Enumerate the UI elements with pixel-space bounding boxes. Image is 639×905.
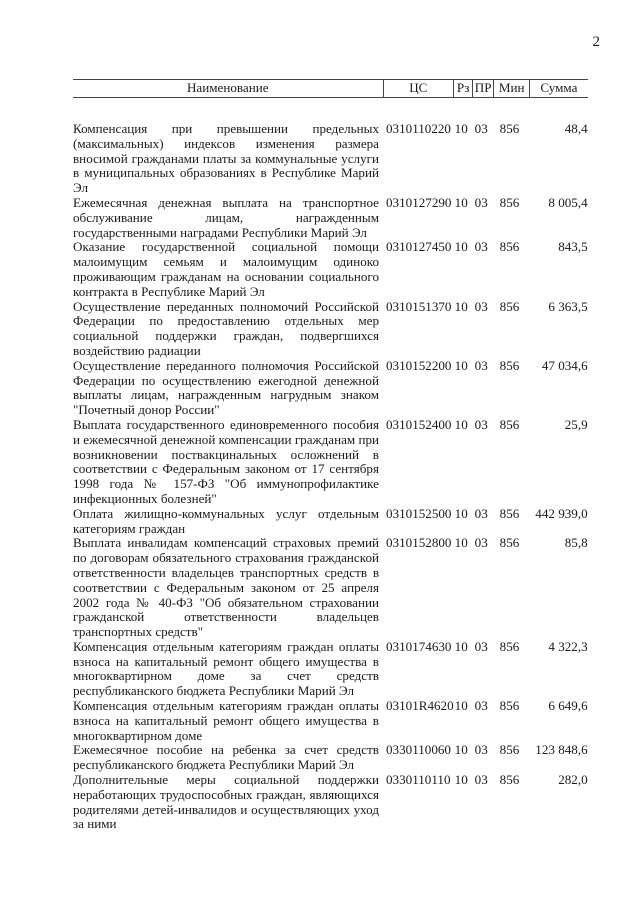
row-sum: 25,9: [564, 416, 588, 432]
row-cs: 0310152500: [386, 505, 452, 521]
row-sum: 8 005,4: [548, 194, 588, 210]
table-row: [73, 640, 588, 699]
row-min: 856: [499, 298, 520, 314]
table-row: [73, 300, 588, 359]
row-sum: 123 848,6: [535, 742, 588, 758]
header-pr: ПР: [473, 80, 494, 98]
table-row: [73, 240, 588, 299]
row-min: 856: [499, 416, 520, 432]
row-name: Выплата инвалидам компенсаций страховых премий по договорам обязательного страхования гражданской ответственности владельцев транспортных средств в соответствии с Федеральным законом от 25 апреля 2002 года № 40-ФЗ "Об обязательном страховании гражданской ответственности владельцев транспортных средств": [73, 535, 379, 640]
row-rz: 10: [454, 638, 468, 654]
table-row: [73, 507, 588, 537]
row-rz: 10: [454, 298, 468, 314]
row-sum: 47 034,6: [541, 357, 588, 373]
row-cs: 0310151370: [386, 298, 452, 314]
row-name: Выплата государственного единовременного пособия и ежемесячной денежной компенсации гражданам при возникновении поствакцинальных осложнений в соответствии с Федеральным законом от 17 сентября 1998 года № 157-ФЗ "Об иммунопрофилактике инфекционных болезней": [73, 416, 380, 506]
row-sum: 442 939,0: [535, 505, 588, 521]
row-sum: 282,0: [558, 772, 588, 788]
row-name: Оказание государственной социальной помощи малоимущим семьям и малоимущим одиноко проживающим гражданам на основании социального контракта в Республике Марий Эл: [73, 239, 379, 299]
row-cs: 0330110060: [386, 742, 451, 758]
row-pr: 03: [474, 505, 488, 521]
row-cs: 0310152200: [386, 357, 452, 373]
row-pr: 03: [474, 742, 488, 758]
row-min: 856: [499, 505, 520, 521]
header-cs: ЦС: [383, 80, 454, 98]
row-min: 856: [499, 772, 520, 788]
row-cs: 03101R4620: [386, 698, 454, 714]
table-row: [73, 773, 588, 832]
row-name: Дополнительные меры социальной поддержки неработающих трудоспособных граждан, являющихся родителями детей-инвалидов и осуществляющих уход за ними: [73, 772, 379, 832]
row-min: 856: [499, 239, 520, 255]
row-min: 856: [499, 742, 520, 758]
row-cs: 0310127290: [386, 194, 452, 210]
row-sum: 6 363,5: [548, 298, 588, 314]
table-row: [73, 418, 588, 507]
row-pr: 03: [474, 698, 488, 714]
row-name: Осуществление переданного полномочия Российской Федерации по осуществлению ежегодной денежной выплаты лицам, награжденным нагрудным знаком "Почетный донор России": [73, 357, 379, 418]
row-cs: 0310152400: [386, 416, 452, 432]
row-min: 856: [499, 357, 520, 373]
row-pr: 03: [474, 298, 488, 314]
row-pr: 03: [474, 535, 488, 551]
row-cs: 0310110220: [386, 121, 451, 136]
row-cs: 0310152800: [386, 535, 452, 551]
row-name: Компенсация отдельным категориям граждан оплаты взноса на капитальный ремонт общего имущества в многоквартирном доме: [73, 698, 379, 743]
row-pr: 03: [474, 416, 488, 432]
table-row: [73, 699, 588, 743]
row-sum: 843,5: [558, 239, 588, 255]
header-sum: Сумма: [530, 80, 588, 98]
row-rz: 10: [454, 121, 468, 136]
row-pr: 03: [474, 638, 488, 654]
row-min: 856: [499, 698, 520, 714]
row-rz: 10: [454, 742, 468, 758]
row-cs: 0310174630: [386, 638, 452, 654]
row-sum: 48,4: [564, 121, 588, 136]
row-name: Оплата жилищно-коммунальных услуг отдельным категориям граждан: [73, 505, 379, 536]
row-name: Ежемесячное пособие на ребенка за счет средств республиканского бюджета Республики Марий Эл: [73, 742, 379, 773]
row-min: 856: [499, 121, 520, 136]
row-rz: 10: [454, 416, 468, 432]
row-rz: 10: [454, 239, 468, 255]
row-name: Компенсация отдельным категориям граждан оплаты взноса на капитальный ремонт общего имущества в многоквартирном доме за счет средств республиканского бюджета Республики Марий Эл: [73, 638, 379, 699]
row-pr: 03: [474, 772, 488, 788]
row-name: Компенсация при превышении предельных (максимальных) индексов изменения размера вносимой гражданами платы за коммунальные услуги в муниципальных образованиях в Республике Марий Эл: [73, 121, 379, 196]
table-row: [73, 196, 588, 240]
row-rz: 10: [454, 357, 468, 373]
row-pr: 03: [474, 357, 488, 373]
row-pr: 03: [474, 239, 488, 255]
row-cs: 0310127450: [386, 239, 452, 255]
row-rz: 10: [454, 194, 468, 210]
table-row: [73, 743, 588, 773]
row-rz: 10: [454, 535, 468, 551]
row-min: 856: [499, 638, 520, 654]
page-number: 2: [592, 34, 600, 50]
row-min: 856: [499, 535, 520, 551]
row-rz: 10: [454, 698, 468, 714]
row-sum: 85,8: [564, 535, 588, 551]
row-rz: 10: [454, 505, 468, 521]
row-sum: 4 322,3: [548, 638, 588, 654]
row-name: Ежемесячная денежная выплата на транспортное обслуживание лицам, награжденным государственными наградами Республики Марий Эл: [73, 194, 379, 240]
row-min: 856: [499, 194, 520, 210]
row-name: Осуществление переданных полномочий Российской Федерации по предоставлению отдельных мер социальной поддержки граждан, подвергшихся воздействию радиации: [73, 298, 379, 358]
header-min: Мин: [494, 80, 530, 98]
row-sum: 6 649,6: [548, 698, 588, 714]
table-row: [73, 536, 588, 640]
header-rz: Рз: [454, 80, 473, 98]
row-pr: 03: [474, 121, 488, 136]
budget-table: [73, 79, 588, 832]
row-rz: 10: [454, 772, 468, 788]
header-name: Наименование: [73, 80, 383, 98]
table-row: [73, 98, 588, 196]
table-row: [73, 359, 588, 418]
table-header-row: [73, 80, 588, 98]
row-pr: 03: [474, 194, 488, 210]
row-cs: 0330110110: [386, 772, 451, 788]
